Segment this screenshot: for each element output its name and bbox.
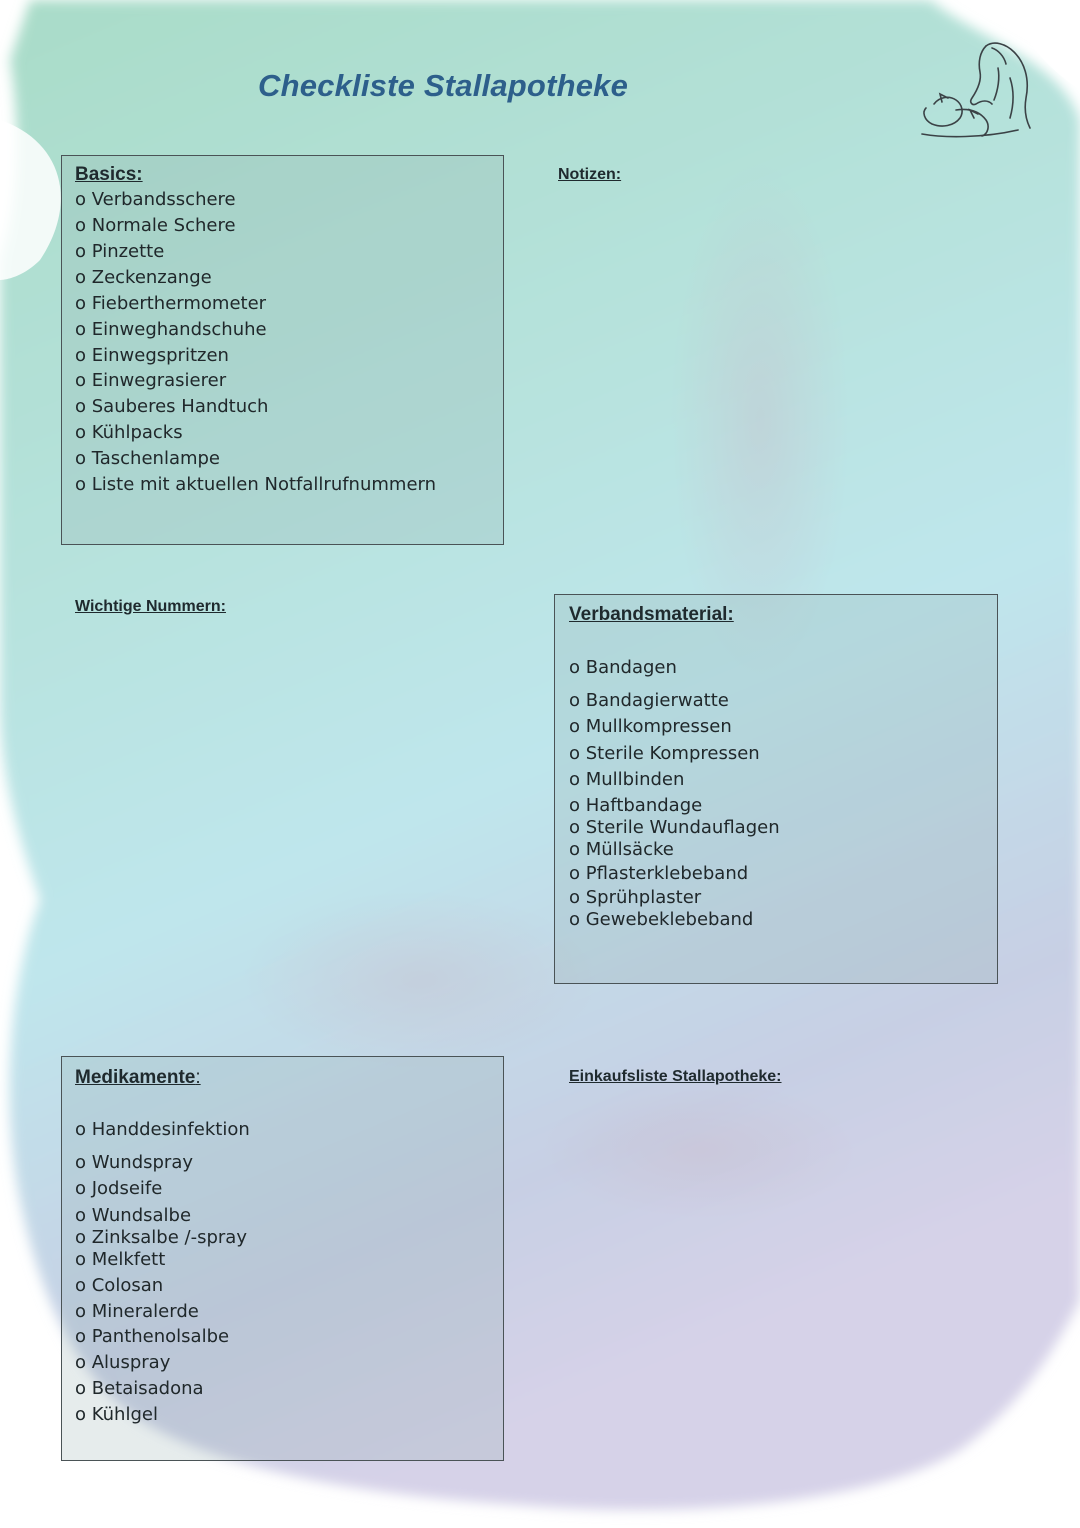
page-title: Checkliste Stallapotheke — [258, 68, 629, 103]
basics-item: o Liste mit aktuellen Notfallrufnummern — [75, 474, 437, 495]
verbandsmaterial-item: o Sterile Kompressen — [569, 743, 760, 764]
medikamente-item: o Aluspray — [75, 1352, 171, 1373]
basics-item: o Taschenlampe — [75, 448, 221, 469]
verbandsmaterial-heading: Verbandsmaterial: — [569, 604, 734, 625]
einkaufsliste-heading: Einkaufsliste Stallapotheke: — [569, 1068, 782, 1085]
verbandsmaterial-item: o Sprühplaster — [569, 887, 702, 908]
basics-item: o Sauberes Handtuch — [75, 396, 269, 417]
basics-item: o Kühlpacks — [75, 422, 183, 443]
medikamente-item: o Panthenolsalbe — [75, 1326, 230, 1347]
verbandsmaterial-item: o Mullbinden — [569, 769, 685, 790]
basics-item: o Einweghandschuhe — [75, 319, 267, 340]
basics-item: o Einwegspritzen — [75, 345, 229, 366]
medikamente-heading-colon: : — [195, 1067, 201, 1088]
basics-item: o Zeckenzange — [75, 267, 212, 288]
basics-item: o Verbandsschere — [75, 189, 236, 210]
verbandsmaterial-item: o Haftbandage — [569, 795, 703, 816]
notizen-heading: Notizen: — [558, 166, 622, 183]
medikamente-item: o Wundspray — [75, 1152, 194, 1173]
verbandsmaterial-item: o Mullkompressen — [569, 716, 732, 737]
verbandsmaterial-item: o Bandagierwatte — [569, 690, 729, 711]
medikamente-item: o Jodseife — [75, 1178, 163, 1199]
verbandsmaterial-item: o Pflasterklebeband — [569, 863, 749, 884]
medikamente-item: o Handdesinfektion — [75, 1119, 250, 1140]
medikamente-item: o Kühlgel — [75, 1404, 158, 1425]
medikamente-item: o Betaisadona — [75, 1378, 204, 1399]
basics-heading: Basics: — [75, 164, 143, 185]
verbandsmaterial-item: o Müllsäcke — [569, 839, 674, 860]
medikamente-item: o Melkfett — [75, 1249, 166, 1270]
basics-item: o Normale Schere — [75, 215, 236, 236]
basics-item: o Fieberthermometer — [75, 293, 267, 314]
basics-item: o Einwegrasierer — [75, 370, 227, 391]
basics-item: o Pinzette — [75, 241, 165, 262]
verbandsmaterial-item: o Gewebeklebeband — [569, 909, 754, 930]
horse-dog-cat-icon — [914, 38, 1034, 148]
verbandsmaterial-item: o Bandagen — [569, 657, 677, 678]
medikamente-heading-label: Medikamente — [75, 1067, 196, 1088]
medikamente-item: o Zinksalbe /-spray — [75, 1227, 247, 1248]
medikamente-heading — [75, 1067, 201, 1089]
verbandsmaterial-item: o Sterile Wundauflagen — [569, 817, 780, 838]
wichtige-nummern-heading: Wichtige Nummern: — [75, 598, 226, 615]
medikamente-item: o Colosan — [75, 1275, 164, 1296]
medikamente-item: o Wundsalbe — [75, 1205, 192, 1226]
medikamente-item: o Mineralerde — [75, 1301, 199, 1322]
